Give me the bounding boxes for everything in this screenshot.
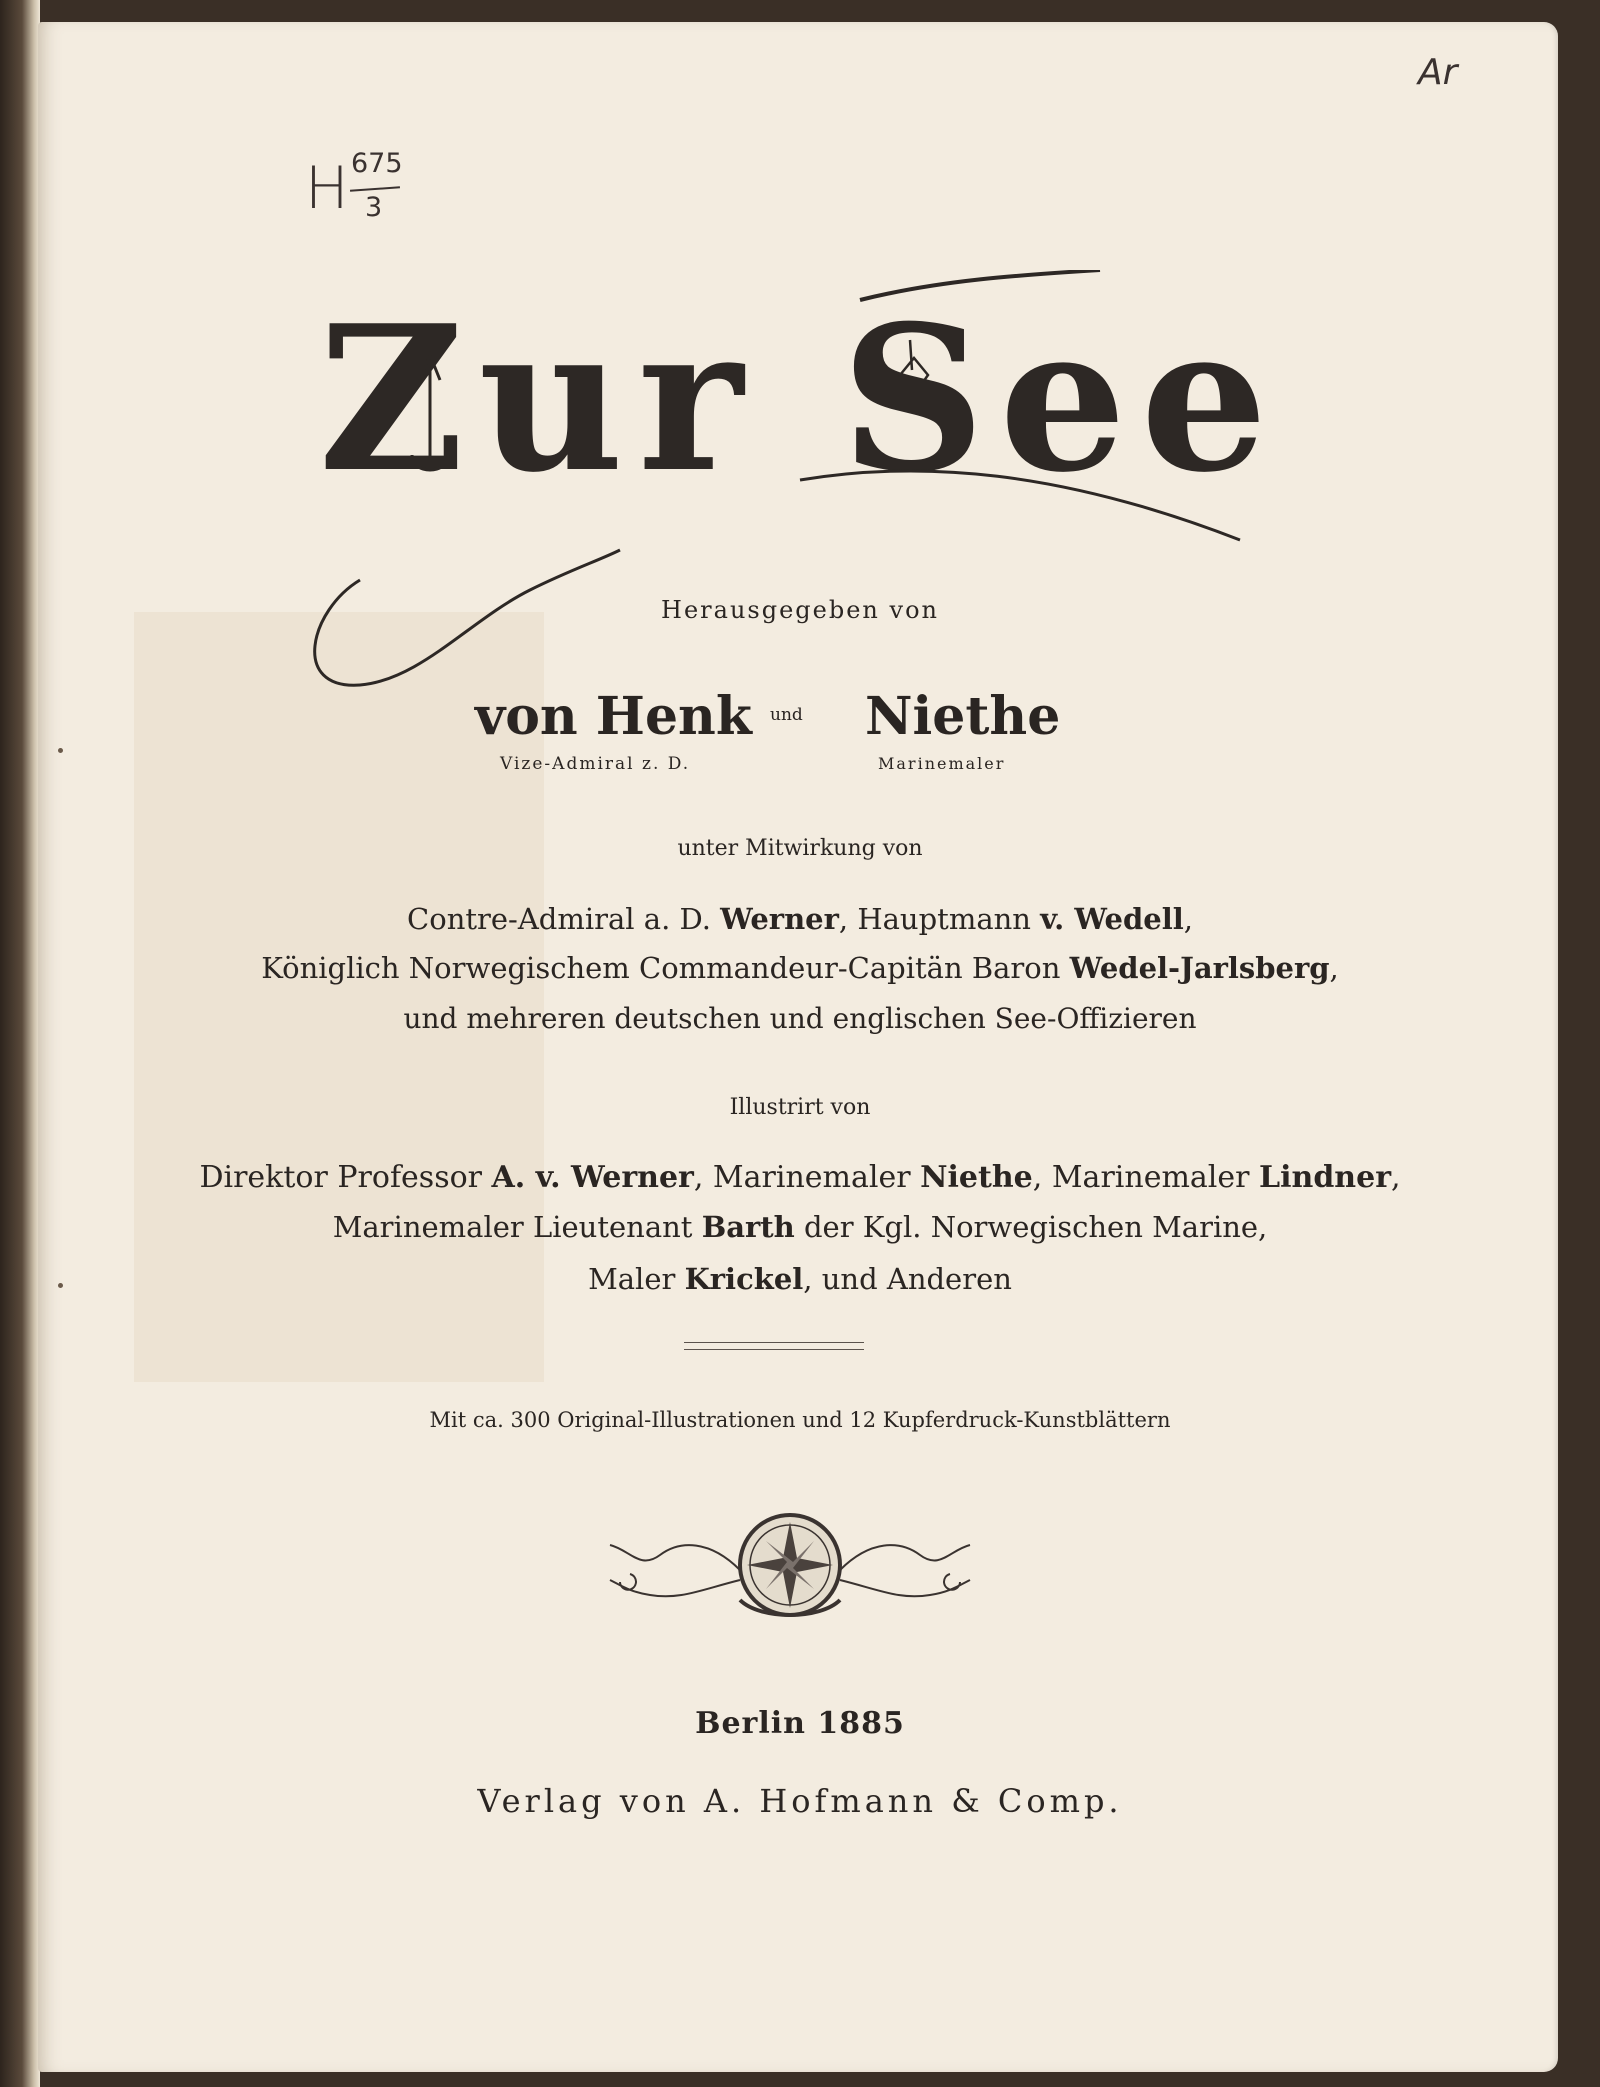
collaborator-name: Wedel-Jarlsberg (1069, 951, 1330, 985)
shelfmark (305, 148, 445, 243)
illustrator-name: Barth (701, 1210, 795, 1244)
illustrator-text: , (1391, 1160, 1401, 1195)
shelfmark-letter: H (305, 154, 349, 222)
publisher: Verlag von A. Hofmann & Comp. (477, 1782, 1123, 1820)
double-rule-divider (684, 1342, 864, 1350)
place-and-year: Berlin 1885 (695, 1706, 905, 1741)
title-flourish (300, 270, 1260, 700)
illustrator-name: Lindner (1259, 1160, 1391, 1195)
shelfmark-denominator: 3 (365, 192, 383, 223)
flourish-underline (800, 471, 1240, 540)
illustrator-name: A. v. Werner (491, 1160, 694, 1195)
illustrator-line (0, 1160, 1600, 1195)
illustrator-text: der Kgl. Norwegischen Marine, (794, 1210, 1268, 1244)
illustrator-text: Maler (588, 1262, 685, 1296)
collaborator-text: Königlich Norwegischem Commandeur-Capitän Baron (261, 951, 1070, 985)
illustrator-text: , und Anderen (803, 1262, 1012, 1296)
collaborator-text: , Hauptmann (838, 902, 1041, 936)
book-title: Zur See (318, 282, 1282, 517)
collaborator-text: , (1329, 951, 1339, 985)
collaborator-name: Werner (720, 902, 839, 936)
collaborator-line (0, 1002, 1600, 1035)
collaborator-text: , (1183, 902, 1193, 936)
illustrator-line (0, 1210, 1600, 1244)
collaboration-label: unter Mitwirkung von (677, 836, 923, 861)
shelfmark-fraction-line (350, 186, 400, 191)
illustrator-text: Marinemaler Lieutenant (332, 1210, 702, 1244)
illustrator-name: Niethe (920, 1160, 1033, 1195)
editor-conjunction: und (770, 705, 803, 725)
illustrator-text: , Marinemaler (1032, 1160, 1260, 1195)
collaborator-text: und mehreren deutschen und englischen See-Offizieren (403, 1002, 1197, 1035)
illustrator-line (0, 1262, 1600, 1296)
editor-left-name: von Henk (475, 686, 752, 747)
collaborator-line (0, 951, 1600, 985)
collaborator-text: Contre-Admiral a. D. (407, 902, 721, 936)
editor-right-role: Marinemaler (878, 754, 1006, 773)
editor-left-role: Vize-Admiral z. D. (500, 754, 691, 774)
margin-mark (58, 748, 63, 753)
anchor-arrow (412, 355, 448, 470)
edited-by-label: Herausgegeben von (661, 596, 939, 624)
illustrator-text: Direktor Professor (199, 1160, 492, 1195)
illustrator-text: , Marinemaler (693, 1160, 921, 1195)
illustrations-note: Mit ca. 300 Original-Illustrationen und 12 Kupferdruck-Kunstblättern (429, 1408, 1171, 1432)
shelfmark-numerator: 675 (351, 148, 403, 179)
flourish-top (860, 270, 1100, 300)
anchor-diamond (900, 340, 928, 395)
vignette-scroll-right (840, 1545, 970, 1596)
collaborator-line (0, 902, 1600, 936)
illustrator-name: Krickel (684, 1262, 804, 1296)
illustrated-by-label: Illustrirt von (729, 1095, 871, 1120)
editor-right-name: Niethe (865, 686, 1061, 747)
collaborator-name: v. Wedell (1040, 902, 1184, 936)
corner-handwritten-mark: Ar (1418, 52, 1458, 93)
compass-rose-vignette (590, 1500, 990, 1640)
vignette-scroll-left (610, 1545, 740, 1596)
